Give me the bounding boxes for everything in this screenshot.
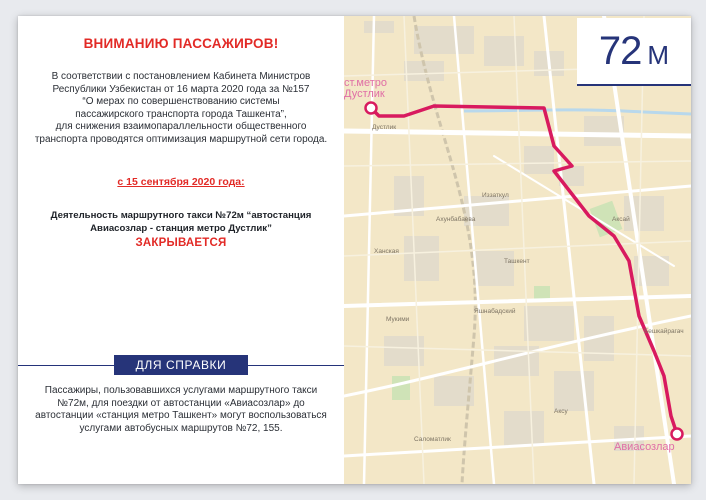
start-stop-label-line: Дустлик [344,88,385,100]
street-label: Бешкайрагач [644,328,684,335]
street-label: Иззаткул [482,192,509,199]
reference-heading: ДЛЯ СПРАВКИ [114,355,248,375]
announcement-card [18,16,691,484]
map-canal [464,110,691,114]
intro-line: В соответствии с постановлением Кабинета Министров [51,71,311,82]
intro-line: пассажирского транспорта города Ташкента”, [75,108,287,120]
notice-line: Деятельность маршрутного такси №72м “автостанция [50,210,312,221]
reference-line: автостанции «станция метро Ташкент» могут воспользоваться [35,410,327,422]
street-label: Ташкент [504,258,530,265]
street-label: Аксу [554,408,568,415]
street-label: Мукими [386,316,410,323]
intro-text [24,71,338,147]
route-number-badge [577,18,691,86]
intro-line: “О мерах по совершенствованию системы [82,96,280,108]
reference-text [22,385,340,435]
intro-line: Республики Узбекистан от 16 марта 2020 года за №157 [52,83,310,95]
intro-line: транспорта проводятся оптимизация маршрутной сети города. [34,133,328,145]
route-map [344,16,691,484]
end-stop-label: Авиасозлар [614,441,675,453]
street-label: Саломатлик [414,436,451,443]
start-stop-label [344,78,387,100]
start-stop-marker [366,103,377,114]
reference-line: №72м, для поездки от автостанции «Авиасозлар» до [57,397,305,409]
intro-line: для снижения взаимопараллельности общественного [55,121,307,133]
route-number: 72 [598,29,642,73]
notice-line: Авиасозлар - станция метро Дустлик” [90,222,272,234]
reference-line: Пассажиры, пользовавшихся услугами маршрутного такси [44,385,318,396]
notice-panel [18,16,344,484]
street-label: Ханская [374,248,399,255]
route-notice [24,210,338,235]
reference-line: услугами автобусных маршрутов №72, 155. [79,422,283,434]
start-stop-label-line: ст.метро [344,77,387,89]
street-label: Яшнабадский [474,308,516,315]
page-title: ВНИМАНИЮ ПАССАЖИРОВ! [83,36,279,51]
route-suffix: М [647,40,670,70]
street-label: Ахунбабаева [436,216,476,223]
effective-date: с 15 сентября 2020 года: [117,176,245,188]
street-label: Аксай [612,216,630,223]
street-label: Дустлик [372,124,397,131]
closing-status: ЗАКРЫВАЕТСЯ [135,237,227,249]
end-stop-marker [672,429,683,440]
